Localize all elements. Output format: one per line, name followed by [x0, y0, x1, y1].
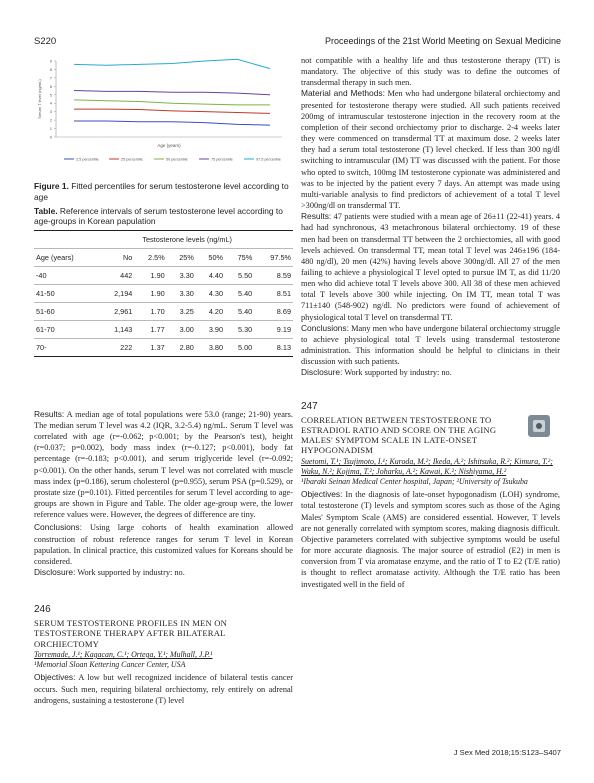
table-cell: 3.30: [167, 266, 196, 284]
table-cell: 4.30: [196, 284, 225, 302]
methods-heading: Material and Methods:: [301, 88, 385, 99]
table-cell: 2.80: [167, 338, 196, 356]
conclusions-heading-right: Conclusions:: [301, 322, 349, 333]
x-axis-label: Age (years): [157, 143, 181, 148]
table-cell: 3.30: [167, 284, 196, 302]
table-cell: 2,194: [99, 284, 134, 302]
video-icon[interactable]: [528, 415, 550, 437]
conclusions-text-right: Many men who have undergone bilateral orchiectomy struggle to achieve physiological total T levels using transdermal testosterone administration. This information should be helpful to clinicians in their discussion with such patients.: [301, 323, 561, 367]
footer-citation: J Sex Med 2018;15:S123–S407: [453, 748, 561, 757]
objectives-paragraph: [34, 672, 293, 705]
legend-label: 75 percentile: [211, 157, 233, 162]
table-cell: 3.00: [167, 320, 196, 338]
disclosure-text-right: Work supported by industry: no.: [344, 368, 452, 378]
table-row: [34, 284, 293, 302]
objectives-heading: Objectives:: [34, 672, 76, 683]
table-cell: 8.13: [254, 338, 293, 356]
conclusions-paragraph: [34, 522, 293, 567]
table-label: Table.: [34, 206, 58, 216]
abstract-authors-right: [301, 457, 560, 477]
table-cell: 3.25: [167, 302, 196, 320]
table-cell: 8.69: [254, 302, 293, 320]
table-column-header: Age (years): [34, 248, 99, 266]
table-cell: 5.40: [225, 284, 254, 302]
disclosure-text: Work supported by industry: no.: [77, 568, 185, 577]
table-cell: 1.77: [134, 320, 166, 338]
intro-paragraph: not compatible with a healthy life and thus testosterone therapy (TT) is mandatory. The objective of this study was to define the outcomes of transdermal therapy in such men.: [301, 56, 560, 88]
y-tick-label: 1: [49, 126, 52, 132]
abstract-affiliation-right: ¹Ibaraki Seinan Medical Center hospital, Japan; ²University of Tsukuba: [301, 477, 528, 487]
legend-label: 97.5 percentile: [256, 157, 281, 162]
table-cell: -40: [34, 266, 99, 284]
y-tick-label: 3: [49, 109, 52, 115]
y-tick-label: 8: [49, 66, 52, 72]
disclosure-heading: Disclosure:: [34, 567, 76, 577]
table-cell: 5.00: [225, 338, 254, 356]
results-text: A median age of total populations were 53.0 (range; 21-90) years. The median serum T level was 4.2 (IQR, 3.2-5.4) ng/mL. Serum T level was correlated with age (r=-0.062; p<0.001; by the Pearson's test), height (r=0.037; p=0.002), body mass index (r=-0.127; p<0.001), body fat percentage (r=-0.183; p<0.001), and serum triglyceride level (r=-0.092; p<0.001). On the other hands, serum T level was not correlated with muscle mass index (p=0.186), serum cholesterol (p=0.955), serum PSA (p=0.529), or prostate size (p=0.101). Fitted percentiles for serum T level according to age-groups are shown in Figure and Table. The older age-group were, the lower reference values were. However, the degrees of difference are tiny.: [34, 409, 293, 520]
table-cell: 70-: [34, 338, 99, 356]
methods-paragraph: [301, 88, 560, 211]
legend-label: 50 percentile: [166, 157, 188, 162]
authors-text: Torremade, J.¹; Kagacan, C.¹; Ortega, Y.¹; Mulhall, J.P.¹: [34, 650, 213, 660]
table-header-row: [34, 248, 293, 266]
series-line: [74, 59, 270, 68]
series-line: [74, 121, 270, 125]
table-cell: 51-60: [34, 302, 99, 320]
objectives-heading-right: Objectives:: [301, 489, 343, 500]
y-tick-label: 6: [49, 83, 52, 89]
table-cell: 3.80: [196, 338, 225, 356]
results-paragraph-right: [301, 211, 560, 323]
table-cell: 5.50: [225, 266, 254, 284]
series-line: [74, 91, 270, 95]
results-heading: Results:: [34, 408, 65, 419]
conclusions-text: Using large cohorts of health examination allowed construction of robust reference ranges for serum T level in Korean papulation. In clinical practice, this customized values for Koreans should be considered.: [34, 523, 293, 566]
y-axis-label: Serum T level (ng/mL): [37, 79, 42, 119]
legend-label: 2.5 percentile: [76, 157, 99, 162]
table-cell: 5.40: [225, 302, 254, 320]
objectives-text-right: In the diagnosis of late-onset hypogonadism (LOH) syndrome, total testosterone (T) levels and symptom scores such as those of the Aging Males' Symptom Scale (AMS) are considered essential. However, T levels are not generally correlated with symptom scores, making diagnosis difficult. Objective parameters correlated with subjective symptoms would be useful for more accurate diagnosis. The major source of estradiol (E2) in men is conversion from T via aromatase enzyme, and the ratio of T to E2 (T/E ratio) is thought to reflect aromatase activity. Although the T/E ratio has been investigated well in the field of: [301, 490, 561, 589]
table-row: [34, 338, 293, 356]
objectives-paragraph-right: [301, 489, 560, 589]
table-cell: 4.20: [196, 302, 225, 320]
table-cell: 1.37: [134, 338, 166, 356]
legend-label: 25 percentile: [121, 157, 143, 162]
table-cell: 1.90: [134, 266, 166, 284]
table-group-header: Testosterone levels (ng/mL): [134, 230, 293, 248]
authors-text-right: Suetomi, T.¹; Tsujimoto, I.¹; Kuroda, M.²; Ikeda, A.²; Ishitsuka, R.²; Kimura, T.²; Waku, N.²; Kojima, T.²; Joharku, A.²; Kawai, K.²; Nishiyama, H.²: [301, 456, 553, 476]
table-caption: [34, 206, 293, 227]
table-row: [34, 266, 293, 284]
figure-1: [34, 55, 293, 173]
abstract-title: SERUM TESTOSTERONE PROFILES IN MEN ON TESTOSTERONE THERAPY AFTER BILATERAL ORCHIECTOMY: [34, 618, 228, 649]
table-cell: 2,961: [99, 302, 134, 320]
table-column-header: 97.5%: [254, 248, 293, 266]
y-tick-label: 5: [49, 92, 52, 98]
abstract-title-right: CORRELATION BETWEEN TESTOSTERONE TO ESTRADIOL RATIO AND SCORE ON THE AGING MALES' SYMPTOM SCALE IN LATE-ONSET HYPOGONADISM: [301, 414, 497, 456]
abstract-number: 246: [34, 604, 51, 616]
reference-table: [34, 230, 293, 357]
abstract-affiliation: ¹Memorial Sloan Kettering Cancer Center, USA: [34, 660, 186, 670]
abstract-number-right: 247: [301, 400, 318, 412]
percentile-chart: [34, 55, 293, 173]
table-cell: 1.90: [134, 284, 166, 302]
table-cell: 8.59: [254, 266, 293, 284]
table-cell: 41-50: [34, 284, 99, 302]
series-line: [74, 100, 270, 105]
table-cell: 8.51: [254, 284, 293, 302]
table-column-header: 75%: [225, 248, 254, 266]
page-number: S220: [34, 36, 57, 47]
abstract-authors: [34, 650, 293, 660]
table-cell: 9.19: [254, 320, 293, 338]
results-text-right: 47 patients were studied with a mean age of 26±11 (22-41) years. 4 had had synchronous, 43 metachronous bilateral orchiectomy. 19 of these men had been on transdermal TT between the 2 orchiectomies, all with good levels achieved. On transdermal TT, mean total T level was 246±196 (184-480 ng/dl), 20 men (42%) having levels above 300ng/dl. All 27 of the men failing to achieve a physiological T level opted to pursue IM T, as did 11/20 men who did achieve total T levels above 300. All 38 of these men achieved total T levels above 300 while injecting. On IM TT, mean total T was 711±140 (548-902) ng/dl. No predictors were found of achievement of physiological total T level on transdermal TT.: [301, 212, 560, 322]
conclusions-heading: Conclusions:: [34, 522, 82, 533]
table-cell: 442: [99, 266, 134, 284]
disclosure-paragraph-right: [301, 367, 560, 378]
figure-caption: [34, 181, 293, 202]
abstract-247: [301, 401, 560, 590]
table-caption-text: Reference intervals of serum testosterone level according to age-groups in Korean papulation: [34, 206, 283, 227]
table-cell: 222: [99, 338, 134, 356]
series-line: [74, 109, 270, 113]
y-tick-label: 2: [49, 117, 52, 123]
results-heading-right: Results:: [301, 211, 332, 222]
disclosure-heading-right: Disclosure:: [301, 367, 343, 378]
conclusions-paragraph-right: [301, 323, 560, 368]
y-tick-label: 0: [49, 134, 52, 140]
methods-text: Men who had undergone bilateral orchiectomy and presented for testosterone therapy were studied. All such patients received 200mg of intramuscular testosterone injection in the recovery room at the completion of their second orchiectomy prior to discharge. 2-4 weeks later they were commenced on transdermal TT at maximum dose. 2 weeks later they had a serum total testosterone (T) level checked. If less than 300 ng/dl switching to intramuscular (IM) TT was discussed with the patient. For those who opted to switch, 100mg IM testosterone cypionate was administered and was to be injected by the patient every 7 days. An attempt was made using multi-variable analysis to find predictors of achievement of a total T level >300ng/dl on transdermal TT.: [301, 89, 560, 211]
table-column-header: 50%: [196, 248, 225, 266]
y-tick-label: 9: [49, 58, 52, 64]
y-tick-label: 7: [49, 75, 52, 81]
table-column-header: 2.5%: [134, 248, 166, 266]
figure-label: Figure 1.: [34, 181, 69, 191]
table-column-header: 25%: [167, 248, 196, 266]
objectives-text: A low but well recognized incidence of bilateral testis cancer occurs. Such men, requiring bilateral orchiectomy, rely entirely on adrenal androgens, sustaining a testosterone (T) level: [34, 673, 293, 705]
table-row: [34, 320, 293, 338]
table-cell: 5.30: [225, 320, 254, 338]
table-row: [34, 302, 293, 320]
table-cell: 1.70: [134, 302, 166, 320]
right-column: [301, 55, 560, 590]
table-cell: 1,143: [99, 320, 134, 338]
figure-caption-text: Fitted percentiles for serum testosterone level according to age: [34, 181, 289, 202]
table-cell: 3.90: [196, 320, 225, 338]
results-paragraph: [34, 409, 293, 521]
table-column-header: No: [99, 248, 134, 266]
left-column: [34, 55, 293, 706]
disclosure-paragraph: [34, 567, 293, 578]
journal-header: Proceedings of the 21st World Meeting on Sexual Medicine: [325, 36, 561, 46]
y-tick-label: 4: [49, 100, 52, 106]
table-cell: 61-70: [34, 320, 99, 338]
table-cell: 4.40: [196, 266, 225, 284]
